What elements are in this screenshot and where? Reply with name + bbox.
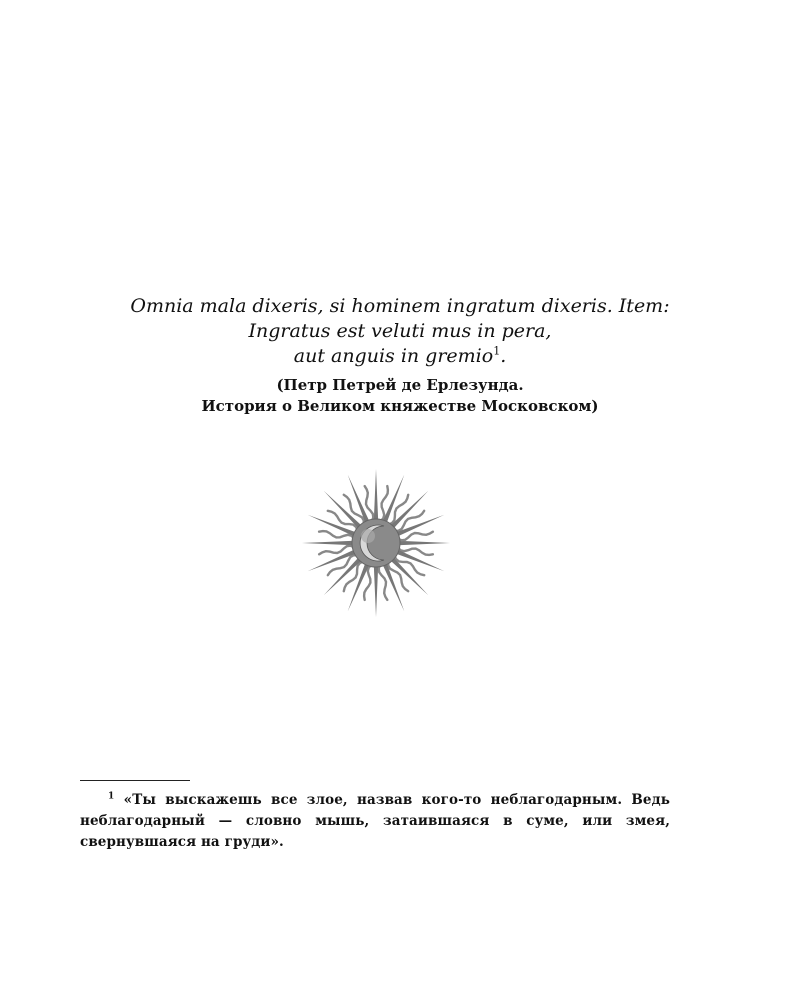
sun-with-crescent-icon bbox=[298, 468, 454, 618]
footnote bbox=[80, 790, 670, 853]
epigraph-line bbox=[40, 344, 760, 369]
sun-ray bbox=[374, 469, 378, 521]
epigraph-line: Ingratus est veluti mus in pera, bbox=[248, 320, 552, 342]
epigraph-latin bbox=[40, 294, 760, 369]
sun-ray bbox=[398, 541, 450, 545]
source-line: История о Великом княжестве Московском) bbox=[201, 397, 599, 415]
epigraph-source bbox=[40, 375, 760, 417]
footnote-reference[interactable]: 1 bbox=[493, 344, 501, 358]
footnote-text: «Ты выскажешь все злое, назвав кого-то неблагодарным. Ведь неблагодарный — словно мышь, затаившаяся в суме, или змея, свернувшаяся на груди». bbox=[80, 792, 670, 850]
epigraph-line: Omnia mala dixeris, si hominem ingratum dixeris. Item: bbox=[130, 295, 670, 317]
sun-ray bbox=[374, 565, 378, 617]
epigraph-line-text: aut anguis in gremio bbox=[293, 345, 494, 367]
source-line: (Петр Петрей де Ерлезунда. bbox=[276, 376, 524, 394]
footnote-separator bbox=[80, 780, 190, 781]
sun-highlight bbox=[361, 529, 375, 543]
sun-ray bbox=[302, 541, 354, 545]
footnote-marker: 1 bbox=[108, 791, 115, 802]
epigraph-line-end: . bbox=[500, 345, 507, 367]
epigraph bbox=[40, 294, 760, 417]
